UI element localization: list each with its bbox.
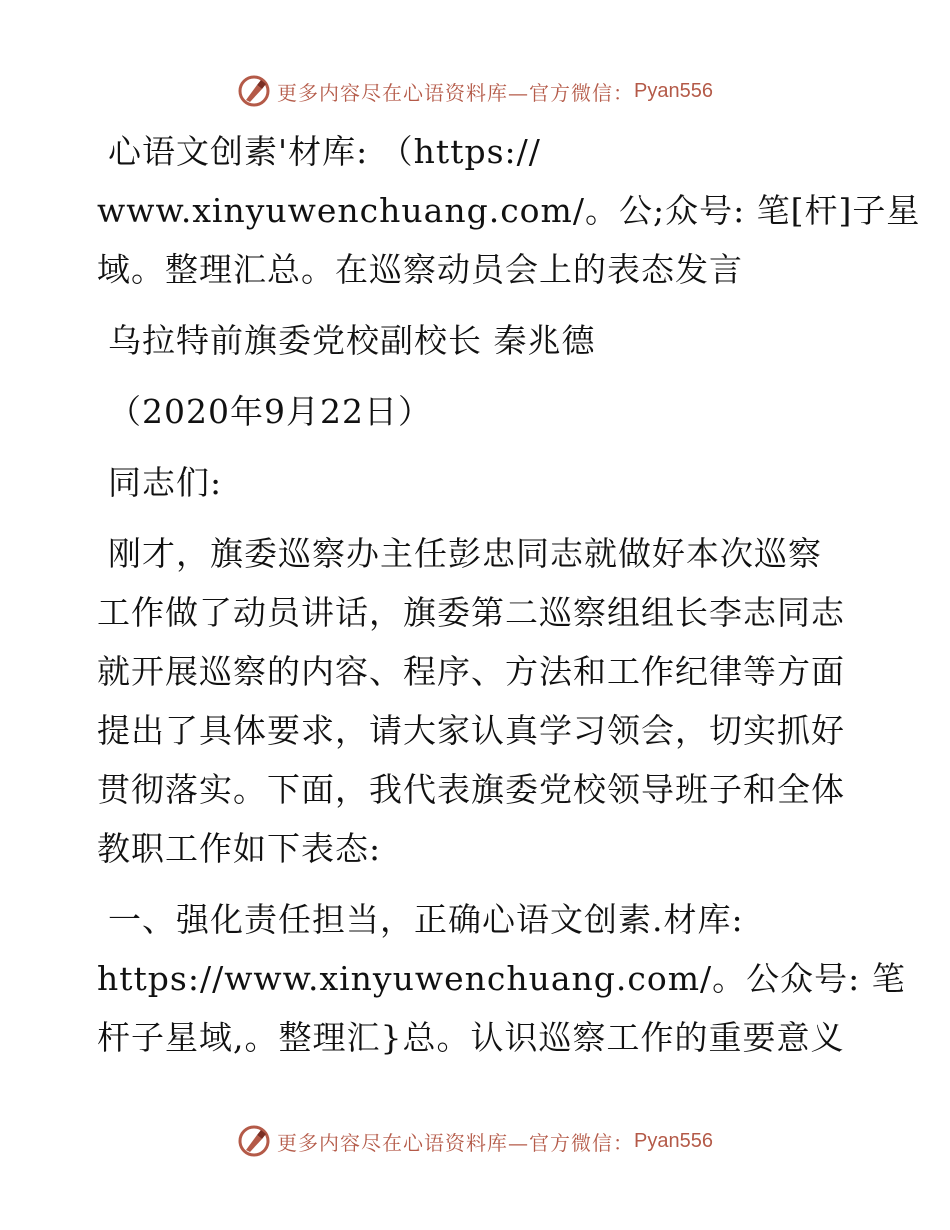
paragraph-line: 刚才，旗委巡察办主任彭忠同志就做好本次巡察 bbox=[108, 534, 822, 573]
document-title: 域。整理汇总。在巡察动员会上的表态发言 bbox=[97, 250, 743, 289]
paragraph-line: 提出了具体要求，请大家认真学习领会，切实抓好 bbox=[97, 711, 845, 750]
banner-wechat-id: Pyan556 bbox=[634, 1129, 713, 1152]
header-banner bbox=[0, 71, 950, 111]
section-heading-line: 杆子星域,。整理汇}总。认识巡察工作的重要意义 bbox=[97, 1018, 845, 1057]
section-heading-line: https://www.xinyuwenchuang.com/。公众号: 笔 bbox=[97, 959, 906, 998]
paragraph-line: 贯彻落实。下面，我代表旗委党校领导班子和全体 bbox=[97, 770, 845, 809]
footer-banner bbox=[0, 1121, 950, 1161]
date-line: （2020年9月22日） bbox=[108, 392, 432, 431]
banner-text: 更多内容尽在心语资料库—官方微信： bbox=[277, 1130, 635, 1155]
banner-wechat-id: Pyan556 bbox=[634, 79, 713, 102]
salutation: 同志们: bbox=[108, 463, 223, 502]
paragraph-line: 教职工作如下表态: bbox=[97, 829, 382, 868]
paragraph-line: 工作做了动员讲话，旗委第二巡察组组长李志同志 bbox=[97, 593, 845, 632]
byline: 乌拉特前旗委党校副校长 秦兆德 bbox=[108, 321, 596, 360]
header-line: 心语文创素'材库: （https:// bbox=[108, 132, 541, 171]
pen-nib-logo-icon bbox=[237, 1124, 271, 1158]
paragraph-line: 就开展巡察的内容、程序、方法和工作纪律等方面 bbox=[97, 652, 845, 691]
document-body bbox=[97, 122, 921, 1067]
section-heading: 一、强化责任担当，正确心语文创素.材库: bbox=[108, 900, 744, 939]
header-line: www.xinyuwenchuang.com/。公;众号: 笔[杆]子星 bbox=[97, 191, 921, 230]
pen-nib-logo-icon bbox=[237, 74, 271, 108]
banner-text: 更多内容尽在心语资料库—官方微信： bbox=[277, 80, 635, 105]
